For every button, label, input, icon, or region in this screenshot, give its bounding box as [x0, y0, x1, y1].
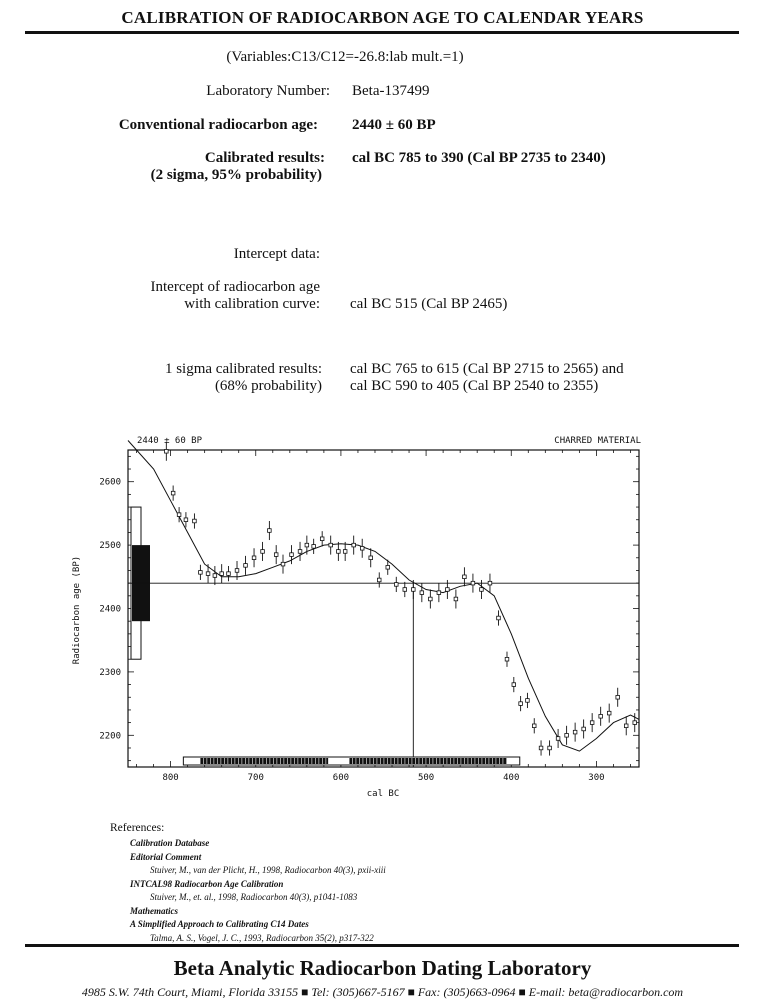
point-marker	[519, 702, 523, 706]
footer-title: Beta Analytic Radiocarbon Dating Laboratory	[173, 956, 592, 980]
reference-line: INTCAL98 Radiocarbon Age Calibration	[130, 878, 284, 889]
data-point	[360, 539, 364, 558]
y-axis-label: Radiocarbon age (BP)	[72, 555, 82, 665]
data-point	[329, 536, 333, 555]
page-title: CALIBRATION OF RADIOCARBON AGE TO CALENDAR YEARS	[121, 8, 644, 27]
data-point	[394, 577, 398, 592]
point-marker	[165, 449, 169, 453]
point-marker	[329, 543, 333, 547]
data-point	[268, 521, 272, 540]
reference-line: Talma, A. S., Vogel, J. C., 1993, Radiocarbon 35(2), p317-322	[150, 932, 374, 943]
data-point	[488, 574, 492, 593]
point-marker	[171, 491, 175, 495]
sigma1-label: 1 sigma calibrated results:	[164, 361, 322, 377]
calibration-curve	[128, 441, 639, 752]
data-point	[556, 729, 560, 748]
data-point	[573, 723, 577, 742]
plot-data	[128, 441, 639, 768]
point-marker	[420, 591, 424, 595]
data-point	[206, 564, 210, 583]
data-point	[519, 696, 523, 711]
point-marker	[235, 569, 239, 573]
data-point	[497, 610, 501, 625]
point-marker	[343, 550, 347, 554]
reference-line: Editorial Comment	[130, 851, 202, 862]
data-point	[471, 574, 475, 593]
point-marker	[252, 556, 256, 560]
point-marker	[590, 721, 594, 725]
point-marker	[505, 657, 509, 661]
point-marker	[526, 699, 530, 703]
data-point	[505, 652, 509, 667]
lab-number-value: Beta-137499	[352, 83, 430, 99]
point-marker	[539, 746, 543, 750]
chart-annotation: CHARRED MATERIAL	[554, 436, 641, 446]
data-point	[616, 688, 620, 707]
intercept-label-1: Intercept of radiocarbon age	[150, 279, 320, 295]
sigma1-sub: (68% probability)	[214, 378, 322, 394]
footer-address: 4985 S.W. 74th Court, Miami, Florida 33155 ■ Tel: (305)667-5167 ■ Fax: (305)663-0964 ■ E-mail: beta@radiocarbon.com	[81, 985, 684, 999]
point-marker	[403, 588, 407, 592]
point-marker	[573, 730, 577, 734]
calibrated-label: Calibrated results:	[204, 150, 325, 166]
point-marker	[268, 529, 272, 533]
y-tick-label: 2500	[99, 541, 121, 552]
x-tick-label: 800	[162, 773, 179, 783]
data-point	[369, 548, 373, 567]
point-marker	[556, 737, 560, 741]
conv-age-value: 2440 ± 60 BP	[352, 117, 436, 133]
point-marker	[305, 543, 309, 547]
point-marker	[244, 564, 248, 568]
y-tick-label: 2200	[99, 731, 121, 742]
point-marker	[360, 546, 364, 550]
point-marker	[337, 550, 341, 554]
point-marker	[412, 588, 416, 592]
point-marker	[386, 565, 390, 569]
y-tick-label: 2400	[99, 604, 121, 615]
point-marker	[377, 578, 381, 582]
x-tick-label: 700	[247, 773, 264, 783]
sigma1-value-1: cal BC 765 to 615 (Cal BP 2715 to 2565) and	[350, 361, 624, 377]
x-tick-label: 400	[503, 773, 520, 783]
data-point	[437, 583, 441, 602]
point-marker	[369, 556, 373, 560]
data-point	[565, 726, 569, 745]
data-point	[607, 704, 611, 723]
data-point	[193, 513, 197, 528]
point-marker	[548, 746, 552, 750]
point-marker	[599, 714, 603, 718]
sigma1-range-bar	[349, 758, 507, 764]
point-marker	[429, 597, 433, 601]
y-tick-label: 2600	[99, 477, 121, 488]
sigma1-value-2: cal BC 590 to 405 (Cal BP 2540 to 2355)	[350, 378, 599, 394]
data-point	[624, 716, 628, 735]
reference-line: Calibration Database	[130, 838, 210, 848]
data-point	[213, 566, 217, 585]
point-marker	[437, 591, 441, 595]
intercept-data-label: Intercept data:	[233, 246, 320, 262]
data-point	[633, 713, 637, 732]
point-marker	[454, 597, 458, 601]
data-point	[177, 507, 181, 522]
data-point	[582, 719, 586, 738]
data-point	[171, 486, 175, 501]
point-marker	[261, 550, 265, 554]
data-point	[532, 718, 536, 733]
point-marker	[320, 537, 324, 541]
point-marker	[565, 734, 569, 738]
data-point	[320, 531, 324, 546]
point-marker	[352, 543, 356, 547]
point-marker	[177, 513, 181, 517]
point-marker	[394, 583, 398, 587]
lab-number-label: Laboratory Number:	[206, 83, 330, 99]
data-point	[403, 582, 407, 597]
data-point	[199, 565, 203, 580]
data-point	[599, 707, 603, 726]
intercept-label-2: with calibration curve:	[184, 296, 320, 312]
point-marker	[471, 581, 475, 585]
point-marker	[184, 518, 188, 522]
point-marker	[463, 575, 467, 579]
point-marker	[290, 553, 294, 557]
data-point	[252, 548, 256, 567]
point-marker	[633, 721, 637, 725]
data-point	[377, 572, 381, 587]
data-point	[590, 713, 594, 732]
point-marker	[199, 571, 203, 575]
reference-line: Stuiver, M., van der Plicht, H., 1998, Radiocarbon 40(3), pxii-xiii	[150, 865, 386, 875]
point-marker	[298, 550, 302, 554]
plot-frame	[128, 450, 639, 767]
point-marker	[512, 683, 516, 687]
data-point	[227, 566, 231, 581]
data-point	[337, 542, 341, 561]
x-axis-label: cal BC	[366, 789, 400, 799]
x-tick-label: 300	[588, 773, 605, 783]
point-marker	[446, 588, 450, 592]
point-marker	[274, 553, 278, 557]
data-point	[343, 542, 347, 561]
point-marker	[220, 572, 224, 576]
calibrated-value: cal BC 785 to 390 (Cal BP 2735 to 2340)	[352, 150, 606, 166]
chart-title: 2440 ± 60 BP	[137, 436, 203, 446]
point-marker	[480, 588, 484, 592]
sigma1-range-bar	[200, 758, 328, 764]
data-point	[429, 589, 433, 608]
data-point	[352, 536, 356, 555]
reference-line: Stuiver, M., et. al., 1998, Radiocarbon 40(3), p1041-1083	[150, 892, 358, 902]
intercept-value: cal BC 515 (Cal BP 2465)	[350, 296, 508, 312]
data-point	[512, 677, 516, 692]
x-tick-label: 500	[417, 773, 435, 783]
footer-rule	[25, 944, 739, 947]
point-marker	[532, 724, 536, 728]
reference-line: A Simplified Approach to Calibrating C14 Dates	[130, 919, 309, 929]
data-point	[220, 564, 224, 583]
data-point	[298, 542, 302, 561]
point-marker	[488, 581, 492, 585]
data-point	[274, 545, 278, 564]
conv-age-label: Conventional radiocarbon age:	[118, 117, 318, 133]
data-point	[454, 589, 458, 608]
point-marker	[227, 572, 231, 576]
point-marker	[193, 519, 197, 523]
calibrated-sub: (2 sigma, 95% probability)	[150, 167, 322, 183]
point-marker	[206, 572, 210, 576]
point-marker	[281, 562, 285, 566]
data-point	[539, 740, 543, 755]
point-marker	[312, 545, 316, 549]
header-rule	[25, 31, 739, 34]
data-point	[244, 556, 248, 575]
data-point	[290, 545, 294, 564]
x-tick-label: 600	[332, 773, 350, 783]
data-point	[281, 555, 285, 574]
variables-line: (Variables:C13/C12=-26.8:lab mult.=1)	[226, 49, 464, 65]
reference-line: Mathematics	[130, 905, 179, 916]
data-point	[184, 512, 188, 527]
data-point	[312, 539, 316, 554]
point-marker	[624, 724, 628, 728]
data-point	[548, 740, 552, 755]
calibration-chart	[0, 420, 765, 805]
y-tick-label: 2300	[99, 667, 121, 678]
point-marker	[213, 574, 217, 578]
point-marker	[582, 727, 586, 731]
data-point	[261, 542, 265, 561]
data-point	[526, 693, 530, 708]
references-heading: References:	[110, 822, 165, 834]
point-marker	[607, 711, 611, 715]
point-marker	[616, 695, 620, 699]
point-marker	[497, 616, 501, 620]
